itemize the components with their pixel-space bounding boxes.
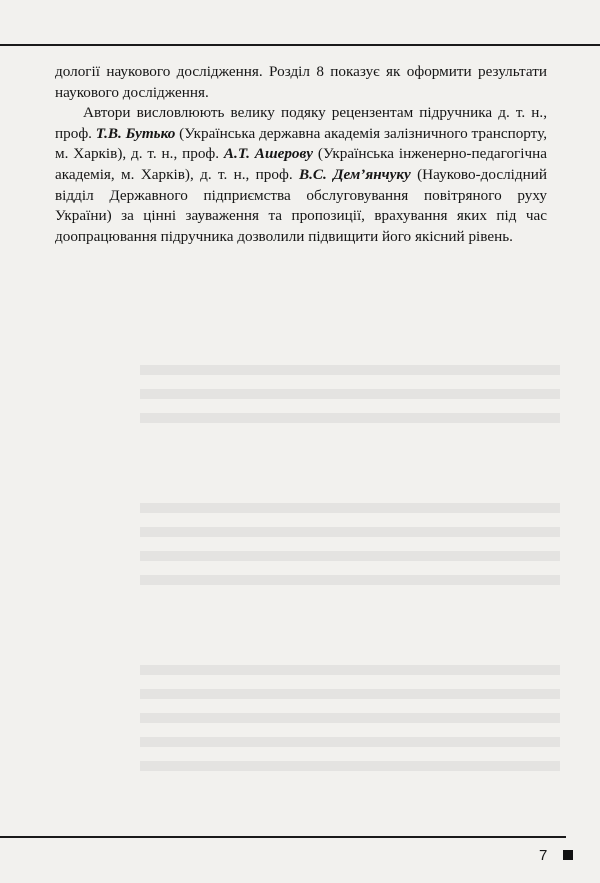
footer-rule xyxy=(0,836,566,838)
page-number: 7 xyxy=(539,847,548,864)
main-text xyxy=(55,62,547,247)
bleed-through-reverse-side xyxy=(140,240,560,840)
paragraph-acknowledgements xyxy=(55,103,547,247)
reviewer-name: Т.В. Бутько xyxy=(95,124,176,142)
text-segment: (Українська інженерно-педагогічна академія, м. Харків), д. т. н., проф. xyxy=(55,145,548,183)
text-segment: (Науково-дослідний відділ Державного підприємства обслуговування повітряного руху України) за цінні зауваження та пропозиції, врахування яких під час доопрацювання підручника дозволили підвищити його якісний рівень. xyxy=(55,165,547,245)
black-square-marker xyxy=(563,850,573,860)
text-segment: Автори висловлюють велику подяку рецензентам підручника д. т. н., проф. xyxy=(55,104,547,142)
header-rule xyxy=(0,44,600,46)
reviewer-name: А.Т. Ашерову xyxy=(223,145,314,163)
text-segment: (Українська державна академія залізничного транспорту, м. Харків), д. т. н., проф. xyxy=(55,124,547,163)
paragraph-text: дології наукового дослідження. Розділ 8 показує як оформити результати наукового дослідження. xyxy=(55,63,547,101)
paragraph-continuation xyxy=(55,62,547,103)
reviewer-name: В.С. Дем’янчуку xyxy=(298,165,411,183)
